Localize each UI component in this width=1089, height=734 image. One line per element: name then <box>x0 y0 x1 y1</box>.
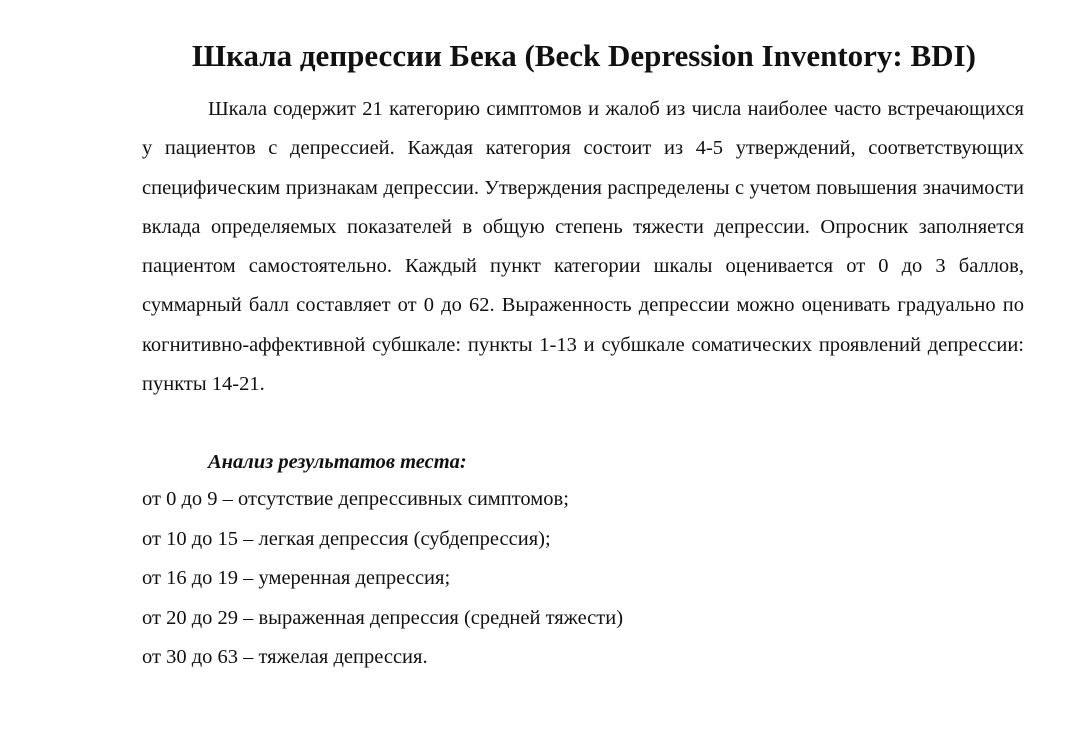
document-title: Шкала депрессии Бека (Beck Depression Inventory: BDI) <box>192 38 976 73</box>
analysis-heading: Анализ результатов теста: <box>208 451 467 473</box>
result-item: от 20 до 29 – выраженная депрессия (средней тяжести) <box>142 606 624 629</box>
results-list <box>142 480 623 678</box>
intro-paragraph: Шкала содержит 21 категорию симптомов и жалоб из числа наиболее часто встречающихся у пациентов с депрессией. Каждая категория состоит из 4-5 утверждений, соответствующих специфическим признакам депрессии. Утверждения распределены с учетом повышения значимости вклада определяемых показателей в общую степень тяжести депрессии. Опросник заполняется пациентом самостоятельно. Каждый пункт категории шкалы оценивается от 0 до 3 баллов, суммарный балл составляет от 0 до 62. Выраженность депрессии можно оценивать градуально по когнитивно-аффективной субшкале: пункты 1-13 и субшкале соматических проявлений депрессии: пункты 14-21. <box>142 98 1024 396</box>
result-item: от 16 до 19 – умеренная депрессия; <box>142 567 451 589</box>
result-item: от 10 до 15 – легкая депрессия (субдепрессия); <box>142 527 551 550</box>
result-item: от 30 до 63 – тяжелая депрессия. <box>142 646 428 668</box>
result-item: от 0 до 9 – отсутствие депрессивных симптомов; <box>142 488 569 510</box>
